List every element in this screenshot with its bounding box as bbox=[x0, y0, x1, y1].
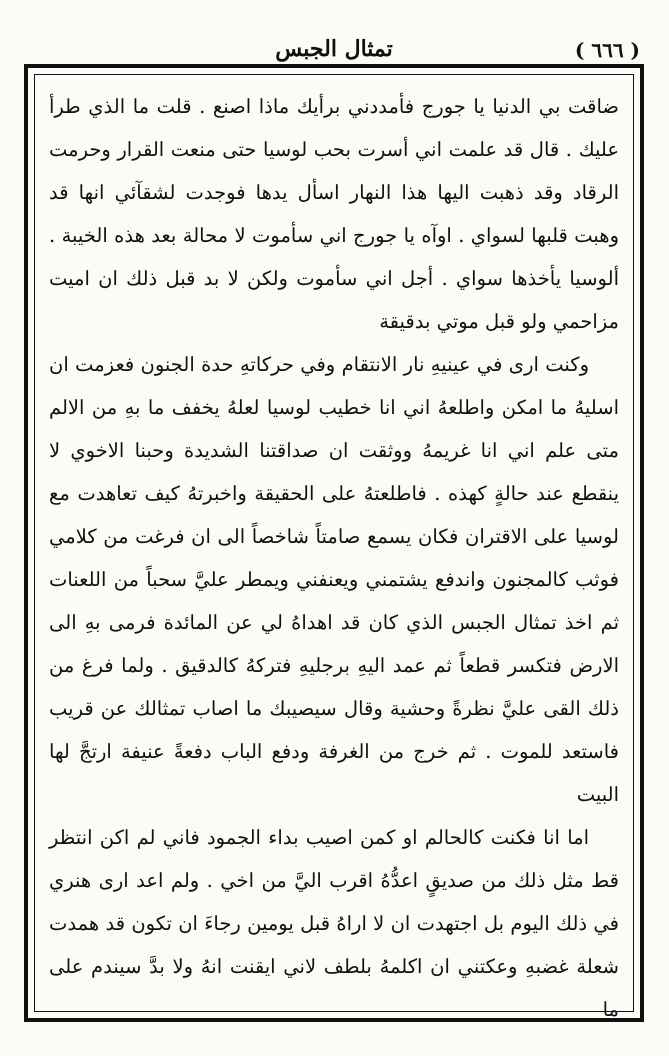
body-text bbox=[49, 85, 619, 1031]
page-number: ( ٦٦٦ ) bbox=[574, 38, 640, 62]
paragraph-2: وكنت ارى في عينيهِ نار الانتقام وفي حركاتهِ حدة الجنون فعزمت ان اسليهُ ما امكن واطلعهُ اني انا خطيب لوسيا لعلهُ يخفف ما بهِ من الالم متى علم اني انا غريمهُ ووثقت ان صداقتنا الشديدة وحبنا الاخوي لا ينقطع عند حالةٍ كهذه . فاطلعتهُ على الحقيقة واخبرتهُ كيف تعاهدت مع لوسيا على الاقتران فكان يسمع صامتاً شاخصاً الى ان فرغت من كلامي فوثب كالمجنون واندفع يشتمني ويعنفني ويمطر عليَّ سحباً من اللعنات ثم اخذ تمثال الجبس الذي كان قد اهداهُ لي عن المائدة فرمى بهِ الى الارض فتكسر قطعاً ثم عمد اليهِ برجليهِ فتركهُ كالدقيق . ولما فرغ من ذلك القى عليَّ نظرةً وحشية وقال سيصيبك ما اصاب تمثالك عن قريب فاستعد للموت . ثم خرج من الغرفة ودفع الباب دفعةً عنيفة ارتجَّ لها البيت bbox=[49, 353, 619, 806]
page-frame-inner bbox=[34, 74, 634, 1021]
page-frame-outer bbox=[24, 64, 644, 1022]
running-title: تمثال الجبس bbox=[275, 36, 393, 62]
paragraph-1: ضاقت بي الدنيا يا جورج فأمددني برأيك ماذا اصنع . قلت ما الذي طرأ عليك . قال قد علمت اني أسرت بحب لوسيا حتى منعت القرار وحرمت الرقاد وقد ذهبت اليها هذا النهار اسأل يدها فوجدت لشقآئي انها قد وهبت قلبها لسواي . اوآه يا جورج اني سأموت لا محالة بعد هذه الخيبة . ألوسيا يأخذها سواي . أجل اني سأموت ولكن لا بد قبل ذلك ان اميت مزاحمي ولو قبل موتي بدقيقة bbox=[49, 95, 619, 333]
paragraph-3: اما انا فكنت كالحالم او كمن اصيب بداء الجمود فاني لم اكن انتظر قط مثل ذلك من صديقٍ اعدُّهُ اقرب اليَّ من اخي . ولم اعد ارى هنري في ذلك اليوم بل اجتهدت ان لا اراهُ قبل يومين رجاءَ ان تكون قد همدت شعلة غضبهِ وعكتني ان اكلمهُ بلطف لاني ايقنت انهُ ولا بدَّ سيندم على ما bbox=[49, 826, 619, 1021]
